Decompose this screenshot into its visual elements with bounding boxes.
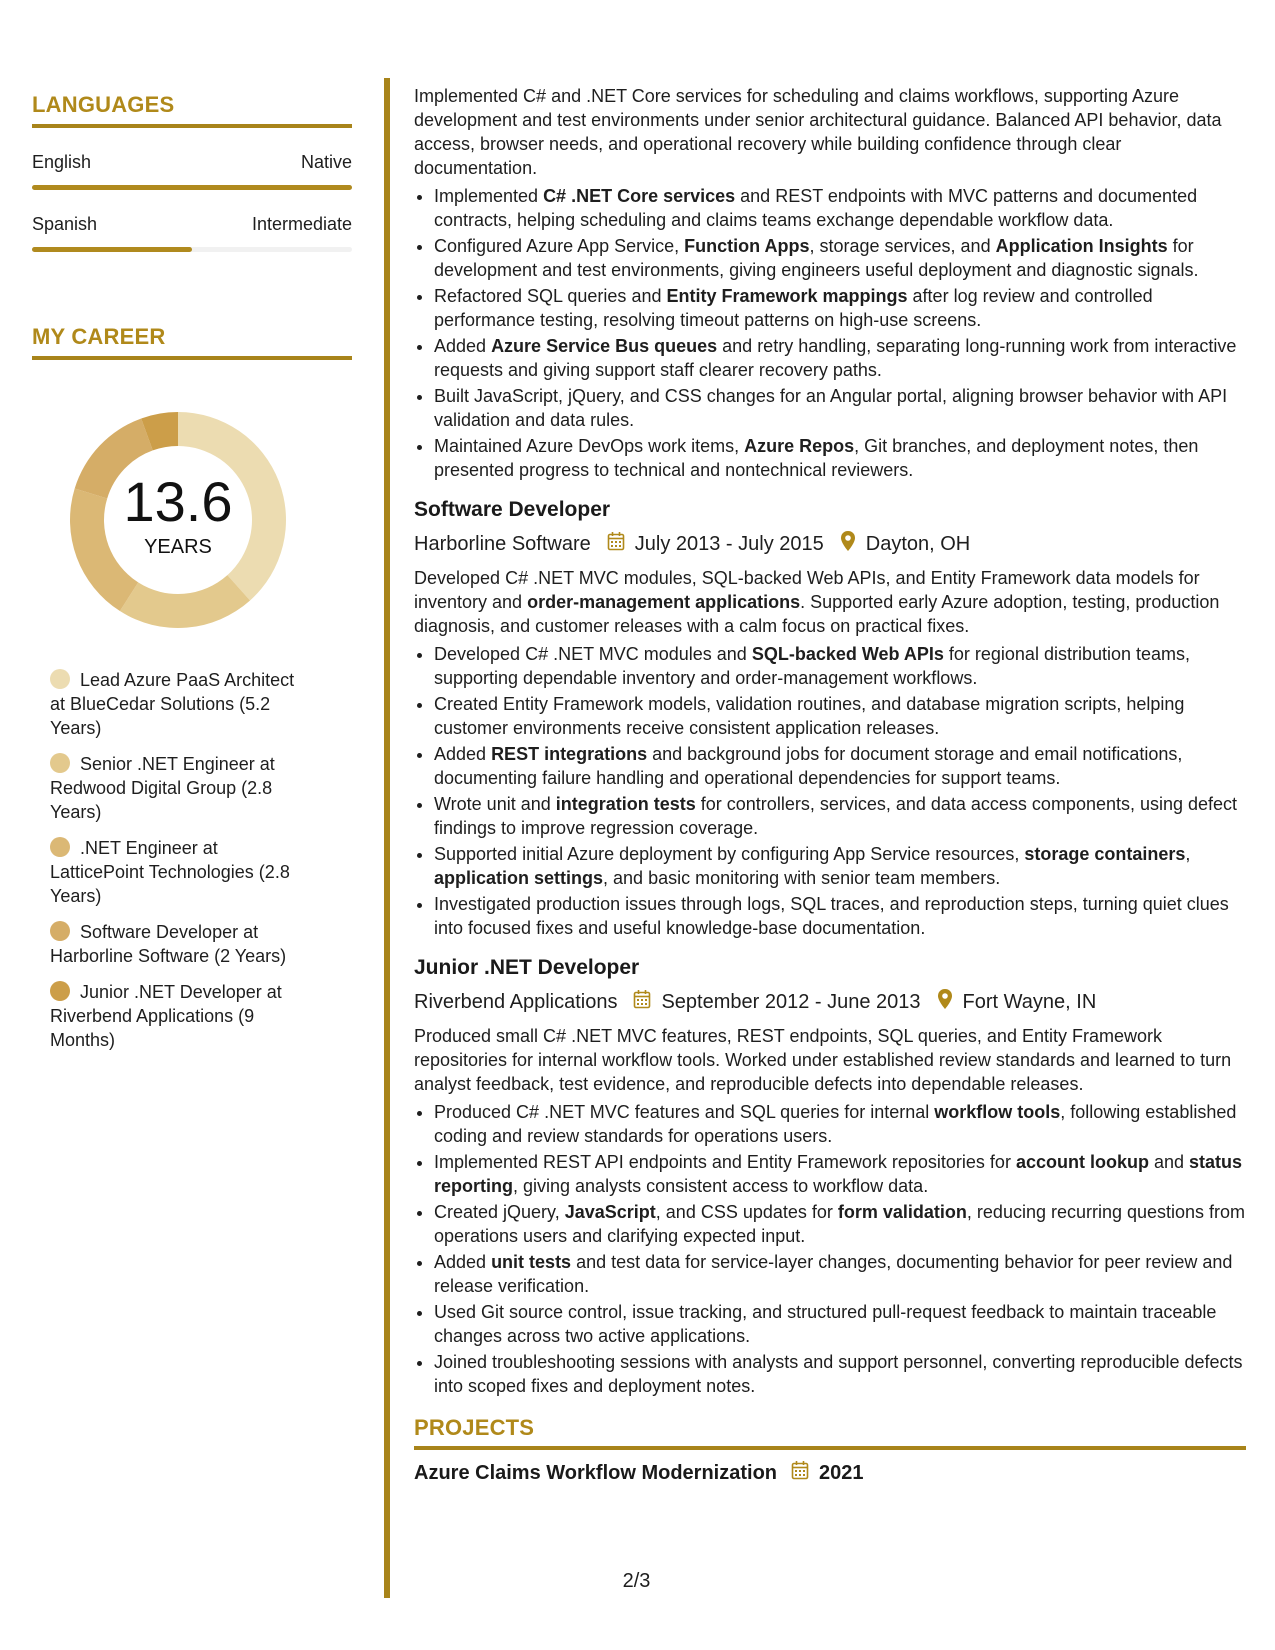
location-pin-icon <box>840 530 856 558</box>
job-bullet: • Added Azure Service Bus queues and retry handling, separating long-running work from interactive requests and giving support staff clearer recovery paths. <box>434 334 1246 382</box>
job-bullet: • Joined troubleshooting sessions with analysts and support personnel, converting reproducible defects into scoped fixes and deployment notes. <box>434 1350 1246 1398</box>
job-summary: Developed C# .NET MVC modules, SQL-backed Web APIs, and Entity Framework data models for inventory and order-management applications. Supported early Azure adoption, testing, production diagnosis, and customer releases with a calm focus on practical fixes. <box>414 568 1220 636</box>
career-legend-item <box>50 752 312 824</box>
job-dates: July 2013 - July 2015 <box>634 533 824 555</box>
language-level: Intermediate <box>251 214 352 234</box>
page-number <box>0 1570 1275 1593</box>
project-item <box>414 1460 1246 1486</box>
language-spanish <box>32 214 352 252</box>
job-bullet: • Built JavaScript, jQuery, and CSS changes for an Angular portal, aligning browser behavior with API validation and data rules. <box>434 384 1246 432</box>
right-column <box>414 84 1246 1486</box>
career-legend-item <box>50 668 312 740</box>
page-number-text: 2/3 <box>622 1570 651 1592</box>
job-summary: Produced small C# .NET MVC features, REST endpoints, SQL queries, and Entity Framework repositories for internal workflow tools. Worked under established review standards and learned to turn analyst feedback, test evidence, and reproducible defects into dependable releases. <box>414 1026 1232 1094</box>
location-pin-icon <box>937 988 953 1016</box>
job-bullet: • Added REST integrations and background jobs for document storage and email notifications, documenting failure handling and operational dependencies for support teams. <box>434 742 1246 790</box>
language-english <box>32 152 352 190</box>
job-bullet: • Created Entity Framework models, validation routines, and database migration scripts, helping customer environments receive consistent application releases. <box>434 692 1246 740</box>
job-bullet: • Configured Azure App Service, Function Apps, storage services, and Application Insights for development and test environments, giving engineers useful deployment and diagnostic signals. <box>434 234 1246 282</box>
left-column <box>32 92 352 1064</box>
career-legend <box>50 668 312 1052</box>
job-dates: September 2012 - June 2013 <box>661 991 921 1013</box>
calendar-icon <box>791 1460 809 1486</box>
career-heading: MY CAREER <box>32 324 352 360</box>
job-location: Dayton, OH <box>865 533 971 555</box>
job-meta <box>414 530 1246 558</box>
language-proficiency-fill <box>32 247 192 252</box>
career-legend-item <box>50 980 312 1052</box>
career-legend-label: Junior .NET Developer at Riverbend Applications (9 Months) <box>50 982 282 1050</box>
job-bullet: • Implemented C# .NET Core services and REST endpoints with MVC patterns and documented contracts, helping scheduling and claims teams exchange dependable workflow data. <box>434 184 1246 232</box>
job-bullet: • Added unit tests and test data for service-layer changes, documenting behavior for peer review and release verification. <box>434 1250 1246 1298</box>
career-legend-label: Senior .NET Engineer at Redwood Digital Group (2.8 Years) <box>50 754 275 822</box>
project-year: 2021 <box>819 1462 864 1484</box>
languages-heading: LANGUAGES <box>32 92 352 128</box>
job-bullet: • Implemented REST API endpoints and Entity Framework repositories for account lookup and status reporting, giving analysts consistent access to workflow data. <box>434 1150 1246 1198</box>
projects-heading: PROJECTS <box>414 1416 1246 1450</box>
language-level: Native <box>300 152 352 172</box>
legend-swatch-icon <box>50 669 70 689</box>
legend-swatch-icon <box>50 921 70 941</box>
job-bullet: • Used Git source control, issue tracking, and structured pull-request feedback to maintain traceable changes across two active applications. <box>434 1300 1246 1348</box>
job-entry <box>414 496 1246 940</box>
job-bullet: • Supported initial Azure deployment by configuring App Service resources, storage containers, application settings, and basic monitoring with senior team members. <box>434 842 1246 890</box>
job-title: Software Developer <box>414 498 611 521</box>
job-bullets <box>414 642 1246 940</box>
career-legend-label: Lead Azure PaaS Architect at BlueCedar Solutions (5.2 Years) <box>50 670 295 738</box>
job-bullet: • Wrote unit and integration tests for controllers, services, and data access components, using defect findings to improve regression coverage. <box>434 792 1246 840</box>
job-bullet: • Created jQuery, JavaScript, and CSS updates for form validation, reducing recurring questions from operations users and clarifying expected input. <box>434 1200 1246 1248</box>
job-title: Junior .NET Developer <box>414 956 640 979</box>
career-total-years: 13.6 <box>123 469 233 533</box>
legend-swatch-icon <box>50 753 70 773</box>
company-name: Riverbend Applications <box>414 991 618 1013</box>
language-proficiency-bar <box>32 247 352 252</box>
calendar-icon <box>633 989 651 1015</box>
career-total-unit: YEARS <box>144 535 212 558</box>
career-legend-item <box>50 836 312 908</box>
job-summary: Implemented C# and .NET Core services for scheduling and claims workflows, supporting Azure development and test environments under senior architectural guidance. Balanced API behavior, data access, browser needs, and operational recovery while building confidence through clear documentation. <box>414 86 1222 178</box>
job-bullets <box>414 1100 1246 1398</box>
language-name: English <box>32 152 92 172</box>
job-bullet: • Refactored SQL queries and Entity Framework mappings after log review and controlled performance testing, resolving timeout patterns on high-use screens. <box>434 284 1246 332</box>
company-name: Harborline Software <box>414 533 591 555</box>
language-proficiency-bar <box>32 185 352 190</box>
job-bullet: • Maintained Azure DevOps work items, Azure Repos, Git branches, and deployment notes, then presented progress to technical and nontechnical reviewers. <box>434 434 1246 482</box>
job-meta <box>414 988 1246 1016</box>
job-bullet: • Investigated production issues through logs, SQL traces, and reproduction steps, turning quiet clues into focused fixes and useful knowledge-base documentation. <box>434 892 1246 940</box>
career-donut-chart <box>58 400 298 640</box>
career-legend-label: .NET Engineer at LatticePoint Technologies (2.8 Years) <box>50 838 290 906</box>
legend-swatch-icon <box>50 837 70 857</box>
calendar-icon <box>607 531 625 557</box>
project-name: Azure Claims Workflow Modernization <box>414 1462 777 1484</box>
legend-swatch-icon <box>50 981 70 1001</box>
job-location: Fort Wayne, IN <box>962 991 1097 1013</box>
language-name: Spanish <box>32 214 98 234</box>
job-bullet: • Developed C# .NET MVC modules and SQL-backed Web APIs for regional distribution teams, supporting dependable inventory and order-management workflows. <box>434 642 1246 690</box>
career-legend-item <box>50 920 312 968</box>
job-bullets <box>414 184 1246 482</box>
column-divider <box>384 78 390 1598</box>
language-proficiency-fill <box>32 185 352 190</box>
career-legend-label: Software Developer at Harborline Software (2 Years) <box>50 922 287 966</box>
job-bullet: • Produced C# .NET MVC features and SQL queries for internal workflow tools, following established coding and review standards for operations users. <box>434 1100 1246 1148</box>
job-entry <box>414 954 1246 1398</box>
